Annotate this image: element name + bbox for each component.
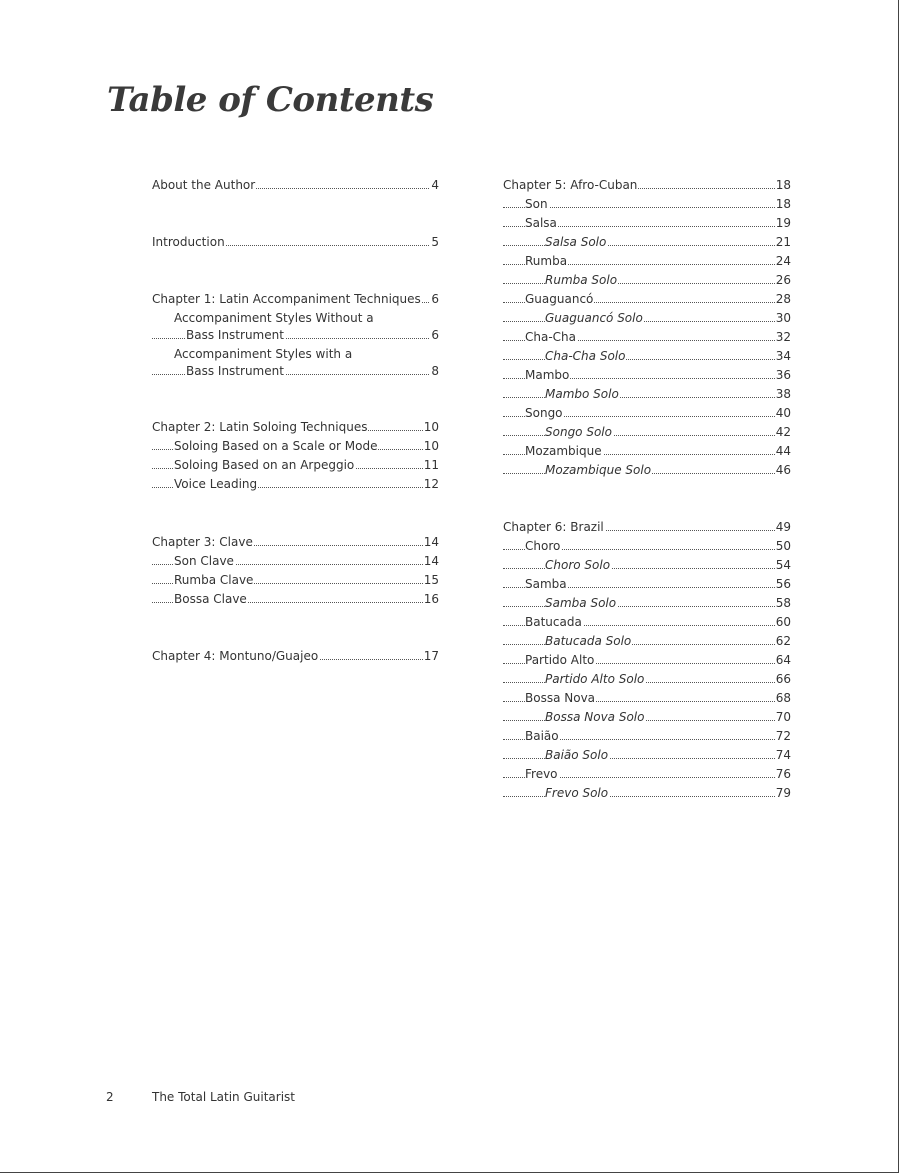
entry-label: Son — [525, 195, 549, 214]
toc-entry-songo[interactable] — [503, 404, 791, 423]
footer-page-number: 2 — [106, 1090, 114, 1104]
entry-page: 6 — [430, 290, 439, 309]
entry-page: 62 — [775, 632, 791, 651]
entry-label: Chapter 3: Clave — [152, 533, 254, 552]
entry-page: 38 — [775, 385, 791, 404]
entry-page: 74 — [775, 746, 791, 765]
entry-page: 21 — [775, 233, 791, 252]
entry-page: 10 — [423, 437, 439, 456]
toc-entry-batucada[interactable] — [503, 613, 791, 632]
entry-label: Songo Solo — [545, 423, 613, 442]
entry-label: Cha-Cha Solo — [545, 347, 626, 366]
entry-label: Frevo — [525, 765, 559, 784]
entry-label: Son Clave — [174, 552, 235, 571]
toc-entry-guaguanco[interactable] — [503, 290, 791, 309]
toc-entry-mozambique-solo[interactable] — [503, 461, 791, 480]
entry-label: Chapter 1: Latin Accompaniment Techniques — [152, 290, 422, 309]
toc-entry-voice-leading[interactable] — [152, 475, 439, 494]
entry-label: About the Author — [152, 176, 256, 195]
toc-entry-mozambique[interactable] — [503, 442, 791, 461]
entry-page: 46 — [775, 461, 791, 480]
entry-label: Mambo — [525, 366, 570, 385]
toc-entry-partido-alto[interactable] — [503, 651, 791, 670]
toc-entry-frevo-solo[interactable] — [503, 784, 791, 803]
entry-page: 28 — [775, 290, 791, 309]
entry-label: Guaguancó Solo — [545, 309, 644, 328]
entry-page: 60 — [775, 613, 791, 632]
page-title: Table of Contents — [107, 80, 434, 120]
entry-page: 26 — [775, 271, 791, 290]
entry-label: Rumba Clave — [174, 571, 254, 590]
entry-page: 68 — [775, 689, 791, 708]
toc-entry-chapter-2[interactable] — [152, 418, 439, 437]
toc-entry-batucada-solo[interactable] — [503, 632, 791, 651]
entry-label: Chapter 6: Brazil — [503, 518, 605, 537]
entry-page: 50 — [775, 537, 791, 556]
toc-entry-salsa[interactable] — [503, 214, 791, 233]
entry-page: 17 — [423, 647, 439, 666]
entry-label: Choro — [525, 537, 561, 556]
toc-entry-son-clave[interactable] — [152, 552, 439, 571]
entry-label: Mambo Solo — [545, 385, 620, 404]
entry-page: 12 — [423, 475, 439, 494]
toc-entry-chapter-5[interactable] — [503, 176, 791, 195]
toc-entry-salsa-solo[interactable] — [503, 233, 791, 252]
entry-label: Soloing Based on an Arpeggio — [174, 456, 355, 475]
entry-label: Choro Solo — [545, 556, 611, 575]
entry-page: 15 — [423, 571, 439, 590]
entry-page: 16 — [423, 590, 439, 609]
entry-page: 40 — [775, 404, 791, 423]
toc-entry-guaguanco-solo[interactable] — [503, 309, 791, 328]
entry-label: Baião — [525, 727, 560, 746]
toc-entry-chapter-1[interactable] — [152, 290, 439, 309]
entry-page: 56 — [775, 575, 791, 594]
entry-label: Salsa Solo — [545, 233, 607, 252]
entry-label: Rumba Solo — [545, 271, 618, 290]
toc-entry-bossa-nova[interactable] — [503, 689, 791, 708]
entry-page: 11 — [423, 456, 439, 475]
entry-page: 30 — [775, 309, 791, 328]
toc-entry-bossa-clave[interactable] — [152, 590, 439, 609]
toc-entry-samba[interactable] — [503, 575, 791, 594]
entry-page: 4 — [430, 176, 439, 195]
toc-entry-samba-solo[interactable] — [503, 594, 791, 613]
toc-entry-partido-alto-solo[interactable] — [503, 670, 791, 689]
entry-label: Bossa Clave — [174, 590, 248, 609]
entry-label: Batucada Solo — [545, 632, 632, 651]
toc-entry-cha-cha-solo[interactable] — [503, 347, 791, 366]
entry-label: Bossa Nova Solo — [545, 708, 645, 727]
entry-page: 32 — [775, 328, 791, 347]
entry-label: Chapter 5: Afro-Cuban — [503, 176, 638, 195]
toc-entry-about-author[interactable] — [152, 176, 439, 195]
entry-page: 79 — [775, 784, 791, 803]
entry-page: 5 — [430, 233, 439, 252]
toc-entry-rumba-clave[interactable] — [152, 571, 439, 590]
entry-label: Voice Leading — [174, 475, 258, 494]
entry-page: 14 — [423, 552, 439, 571]
entry-page: 36 — [775, 366, 791, 385]
entry-label: Batucada — [525, 613, 583, 632]
entry-page: 70 — [775, 708, 791, 727]
entry-page: 54 — [775, 556, 791, 575]
entry-label: Bossa Nova — [525, 689, 596, 708]
entry-label: Partido Alto Solo — [545, 670, 645, 689]
entry-label: Soloing Based on a Scale or Mode — [174, 437, 378, 456]
entry-page: 72 — [775, 727, 791, 746]
toc-entry-mambo-solo[interactable] — [503, 385, 791, 404]
toc-entry-chapter-4[interactable] — [152, 647, 439, 666]
entry-page: 34 — [775, 347, 791, 366]
entry-label: Rumba — [525, 252, 568, 271]
entry-label: Chapter 2: Latin Soloing Techniques — [152, 418, 368, 437]
entry-page: 66 — [775, 670, 791, 689]
entry-label: Mozambique Solo — [545, 461, 652, 480]
entry-page: 64 — [775, 651, 791, 670]
toc-entry-soloing-scale-mode[interactable] — [152, 437, 439, 456]
toc-entry-bossa-nova-solo[interactable] — [503, 708, 791, 727]
entry-label: Samba Solo — [545, 594, 617, 613]
toc-entry-accomp-with-bass[interactable] — [152, 362, 439, 381]
entry-page: 76 — [775, 765, 791, 784]
toc-entry-chapter-6[interactable] — [503, 518, 791, 537]
toc-entry-songo-solo[interactable] — [503, 423, 791, 442]
entry-label: Baião Solo — [545, 746, 609, 765]
toc-entry-mambo[interactable] — [503, 366, 791, 385]
entry-label: Frevo Solo — [545, 784, 609, 803]
toc-entry-accomp-without-bass-line1[interactable]: Accompaniment Styles Without a — [174, 311, 374, 325]
entry-page: 44 — [775, 442, 791, 461]
toc-entry-introduction[interactable] — [152, 233, 439, 252]
entry-label: Songo — [525, 404, 564, 423]
toc-entry-frevo[interactable] — [503, 765, 791, 784]
toc-entry-rumba-solo[interactable] — [503, 271, 791, 290]
toc-entry-baiao-solo[interactable] — [503, 746, 791, 765]
entry-page: 49 — [775, 518, 791, 537]
entry-page: 18 — [775, 176, 791, 195]
toc-entry-son[interactable] — [503, 195, 791, 214]
entry-page: 58 — [775, 594, 791, 613]
entry-page: 10 — [423, 418, 439, 437]
entry-page: 19 — [775, 214, 791, 233]
entry-label: Bass Instrument — [186, 362, 285, 381]
toc-entry-soloing-arpeggio[interactable] — [152, 456, 439, 475]
entry-label: Mozambique — [525, 442, 603, 461]
entry-label: Introduction — [152, 233, 226, 252]
entry-label: Chapter 4: Montuno/Guajeo — [152, 647, 319, 666]
toc-entry-cha-cha[interactable] — [503, 328, 791, 347]
entry-label: Partido Alto — [525, 651, 595, 670]
toc-entry-choro-solo[interactable] — [503, 556, 791, 575]
entry-page: 42 — [775, 423, 791, 442]
entry-label: Guaguancó — [525, 290, 594, 309]
entry-label: Salsa — [525, 214, 558, 233]
entry-label: Cha-Cha — [525, 328, 577, 347]
toc-entry-rumba[interactable] — [503, 252, 791, 271]
entry-page: 6 — [430, 326, 439, 345]
footer-book-title: The Total Latin Guitarist — [152, 1090, 295, 1104]
toc-entry-chapter-3[interactable] — [152, 533, 439, 552]
entry-label: Samba — [525, 575, 568, 594]
toc-entry-choro[interactable] — [503, 537, 791, 556]
entry-page: 8 — [430, 362, 439, 381]
entry-page: 24 — [775, 252, 791, 271]
entry-page: 18 — [775, 195, 791, 214]
toc-entry-accomp-with-bass-line1[interactable]: Accompaniment Styles with a — [174, 347, 353, 361]
toc-entry-baiao[interactable] — [503, 727, 791, 746]
toc-entry-accomp-without-bass[interactable] — [152, 326, 439, 345]
entry-label: Bass Instrument — [186, 326, 285, 345]
entry-page: 14 — [423, 533, 439, 552]
